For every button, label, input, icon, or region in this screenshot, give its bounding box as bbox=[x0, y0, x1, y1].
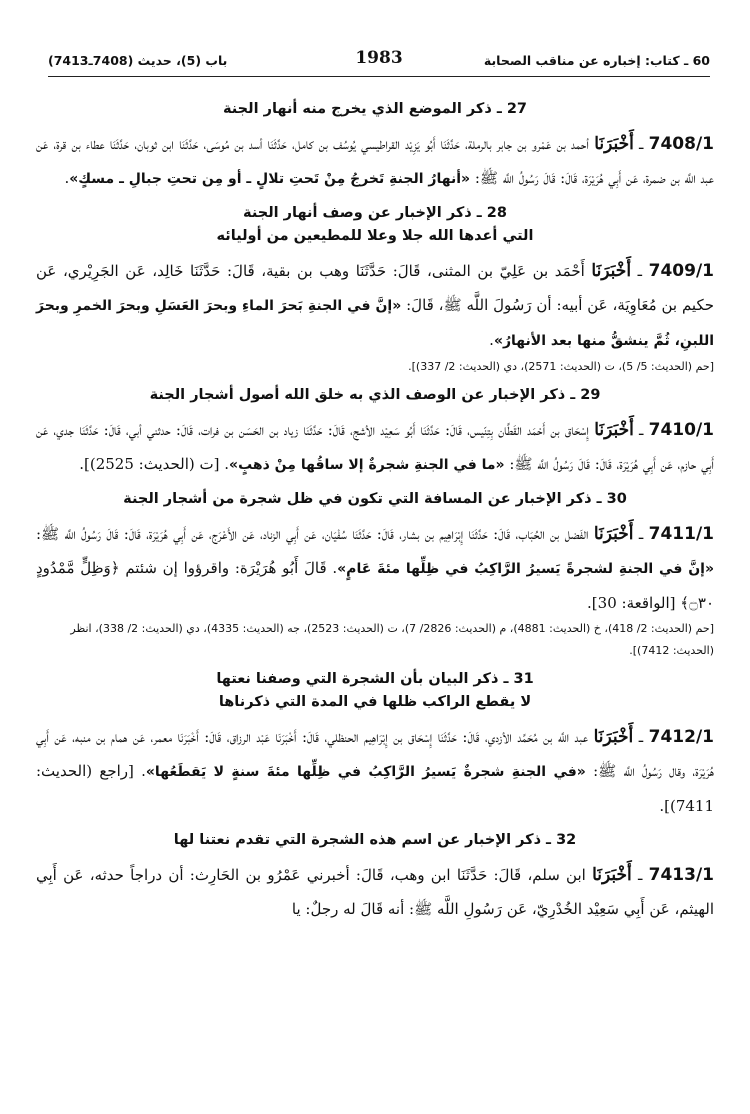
hadith-paragraph: 7412/1 ـ أَخْبَرَنَا عبد اللَّه بن مُحَمَّد الأزدي، قَالَ: حَدَّثَنَا إِسْحَاق بن إِبْرَاهِيم الحنظلي، قَالَ: أَخْبَرَنَا عَبْد الرزاق، قَالَ: أَخْبَرَنَا معمر، عَن همام بن منبه، عَن أَبِي هُرَيْرَة، وقال رَسُولُ اللَّه ﷺ: «في الجنةِ شجرةٌ يَسيرُ الرَّاكِبُ في ظِلِّها مئةَ سنةٍ لا يَقطَعُها». [راجع (الحديث: 7411)]. bbox=[36, 727, 714, 815]
hadith-paragraph: 7410/1 ـ أَخْبَرَنَا إِسْحَاق بن أَحْمَد القَطَّان بِتِنّيس، قَالَ: حَدَّثَنَا أَبُو سَعِيْد الأشج، قَالَ: حَدَّثَنَا زياد بن الحَسَن بن فرات، قَالَ: حدثني أبي، قَالَ: حَدَّثَنَا جدي، عَن أَبِي حازم، عَن أَبِي هُرَيْرَة، قَالَ: قَالَ رَسُولُ اللَّه ﷺ: «ما في الجنةِ شجرةٌ إلا ساقُها مِنْ ذهبٍ». [ت (الحديث: 2525)]. bbox=[36, 420, 714, 473]
hadith-paragraph: 7408/1 ـ أَخْبَرَنَا أحمد بن عَمْرو بن جابر بالرملة، حَدَّثَنَا أَبُو يَزِيْد القراطيسي يُوسُف بن كامل، حَدَّثَنَا أسد بن مُوسَى، حَدَّثَنَا ابن ثوبان، حَدَّثَنَا عطاء بن قرة، عَن عبد اللَّه بن ضمرة، عَن أَبِي هُرَيْرَة، قَالَ: قَالَ رَسُولُ اللَّه ﷺ: «أنهارُ الجنةِ تَخرجُ مِنْ تَحتِ تلالٍ ـ أو مِن تحتِ جبالِ ـ مسكٍ». bbox=[36, 134, 714, 187]
akhbarana-word: أَخْبَرَنَا bbox=[592, 865, 632, 885]
akhbarana-word: أَخْبَرَنَا bbox=[594, 420, 634, 440]
hadith-number: 7413/1 bbox=[648, 865, 714, 885]
hadith-matn: «في الجنةِ شجرةٌ يَسيرُ الرَّاكِبُ في ظِلِّها مئةَ سنةٍ لا يَقطَعُها» bbox=[145, 764, 586, 780]
section-heading: 30 ـ ذكر الإخبار عن المسافة التي تكون في ظل شجرة من أشجار الجنة bbox=[123, 491, 627, 507]
hadith-paragraph: 7409/1 ـ أَخْبَرَنَا أَحْمَد بن عَلِيّ بن المثنى، قَالَ: حَدَّثَنَا وهب بن بقية، قَالَ: حَدَّثَنَا خَالِد، عَن الجَرِيْري، عَن حكيم بن مُعَاوِيَة، عَن أبيه: أن رَسُولَ اللَّه ﷺ، قَالَ: «إنَّ في الجنةِ بَحرَ الماءِ وبحرَ العَسَلِ وبحرَ الخمرِ وبحرَ اللبنِ، ثُمَّ ينشقُّ منها بعد الأنهارُ». bbox=[36, 261, 715, 349]
hadith-isnad: أحمد بن عَمْرو بن جابر بالرملة، حَدَّثَنَا أَبُو يَزِيْد القراطيسي يُوسُف بن كامل، حَدَّثَنَا أسد بن مُوسَى، حَدَّثَنَا ابن ثوبان، حَدَّثَنَا عطاء بن قرة، عَن عبد اللَّه بن ضمرة، عَن أَبِي هُرَيْرَة، قَالَ: قَالَ رَسُولُ اللَّه ﷺ: bbox=[36, 135, 714, 187]
hadith-number: 7408/1 bbox=[648, 134, 714, 154]
hadith-number: 7411/1 bbox=[648, 524, 714, 544]
section-subheading: التي أعدها الله جلا وعلا للمطيعين من أوليائه bbox=[216, 228, 534, 244]
section-heading: 29 ـ ذكر الإخبار عن الوصف الذي به خلق الله أصول أشجار الجنة bbox=[149, 387, 601, 403]
hadith-number: 7412/1 bbox=[648, 727, 714, 747]
section-heading-line: 28 ـ ذكر الإخبار عن وصف أنهار الجنة bbox=[243, 205, 507, 221]
hadith-isnad: أَحْمَد بن عَلِيّ بن المثنى، قَالَ: حَدَّثَنَا وهب بن بقية، قَالَ: حَدَّثَنَا خَالِد، عَن الجَرِيْري، عَن حكيم بن مُعَاوِيَة، عَن أبيه: أن رَسُولَ اللَّه ﷺ، قَالَ: bbox=[36, 262, 715, 314]
section-subheading: لا يقطع الراكب ظلها في المدة التي ذكرناها bbox=[218, 694, 532, 710]
hadith-matn: «أنهارُ الجنةِ تَخرجُ مِنْ تَحتِ تلالٍ ـ أو مِن تحتِ جبالِ ـ مسكٍ» bbox=[69, 171, 471, 187]
hadith-number: 7410/1 bbox=[648, 420, 714, 440]
hadith-tail: . bbox=[64, 169, 70, 187]
takhrij-reference: [حم (الحديث: 2/ 418)، خ (الحديث: 4881)، م (الحديث: 2826/ 7)، ت (الحديث: 2523)، جه (الحديث: 4335)، دي (الحديث: 2/ 338)، انظر (الحديث: 7412)]. bbox=[70, 622, 714, 657]
section-heading: 32 ـ ذكر الإخبار عن اسم هذه الشجرة التي تقدم نعتنا لها bbox=[173, 832, 577, 848]
hadith-paragraph: 7411/1 ـ أَخْبَرَنَا الفَضل بن الحُبَاب، قَالَ: حَدَّثَنَا إِبْرَاهِيم بن بشار، قَالَ: حَدَّثَنَا سُفْيَان، عَن أَبِي الزناد، عَن الأَعْرَج، عَن أَبِي هُرَيْرَة، قَالَ: قَالَ رَسُولُ اللَّه ﷺ: «إنَّ في الجنةِ لشجرةً يَسيرُ الرَّاكِبُ في ظِلِّها مئةَ عَامٍ». قَالَ أَبُو هُرَيْرَة: واقرؤوا إن شئتم ﴿وَظِلٍّ مَّمْدُودٍ ۝٣٠﴾ [الواقعة: 30]. bbox=[36, 524, 715, 612]
section-heading bbox=[36, 202, 714, 248]
hadith-isnad: عبد اللَّه بن مُحَمَّد الأزدي، قَالَ: حَدَّثَنَا إِسْحَاق بن إِبْرَاهِيم الحنظلي، قَالَ: أَخْبَرَنَا عَبْد الرزاق، قَالَ: أَخْبَرَنَا معمر، عَن همام بن منبه، عَن أَبِي هُرَيْرَة، وقال رَسُولُ اللَّه ﷺ: bbox=[36, 728, 714, 780]
hadith-paragraph: 7413/1 ـ أَخْبَرَنَا ابن سلم، قَالَ: حَدَّثَنَا ابن وهب، قَالَ: أخبرني عَمْرُو بن الحَارِث: أن دراجاً حدثه، عَن أَبِي الهيثم، عَن أَبِي سَعِيْد الخُدْرِيّ، عَن رَسُولِ اللَّه ﷺ: أنه قَالَ له رجلٌ: يا bbox=[36, 865, 714, 918]
section-range: باب (5)، حديث (7408ـ7413) bbox=[48, 53, 228, 68]
akhbarana-word: أَخْبَرَنَا bbox=[593, 727, 634, 747]
chapter-title: 60 ـ كتاب: إخباره عن مناقب الصحابة bbox=[483, 53, 710, 68]
running-header bbox=[48, 48, 710, 77]
section-heading: 27 ـ ذكر الموضع الذي يخرج منه أنهار الجنة bbox=[222, 101, 528, 117]
hadith-tail: . [راجع (الحديث: 7411)]. bbox=[36, 762, 714, 815]
hadith-isnad: ابن سلم، قَالَ: حَدَّثَنَا ابن وهب، قَالَ: أخبرني عَمْرُو بن الحَارِث: أن دراجاً حدثه، عَن أَبِي الهيثم، عَن أَبِي سَعِيْد الخُدْرِيّ، عَن رَسُولِ اللَّه ﷺ: أنه قَالَ له رجلٌ: يا bbox=[36, 866, 714, 918]
takhrij-reference: [حم (الحديث: 5/ 5)، ت (الحديث: 2571)، دي (الحديث: 2/ 337)]. bbox=[408, 360, 714, 373]
akhbarana-word: أَخْبَرَنَا bbox=[594, 134, 634, 154]
hadith-matn: «إنَّ في الجنةِ لشجرةً يَسيرُ الرَّاكِبُ في ظِلِّها مئةَ عَامٍ» bbox=[337, 561, 715, 577]
hadith-number: 7409/1 bbox=[648, 261, 714, 281]
hadith-matn: «ما في الجنةِ شجرةٌ إلا ساقُها مِنْ ذهبٍ» bbox=[229, 457, 505, 473]
hadith-isnad: الفَضل بن الحُبَاب، قَالَ: حَدَّثَنَا إِبْرَاهِيم بن بشار، قَالَ: حَدَّثَنَا سُفْيَان، عَن أَبِي الزناد، عَن الأَعْرَج، عَن أَبِي هُرَيْرَة، قَالَ: قَالَ رَسُولُ اللَّه ﷺ: bbox=[36, 525, 594, 543]
section-heading-line: 31 ـ ذكر البيان بأن الشجرة التي وصفنا نعتها bbox=[216, 671, 534, 687]
section-heading bbox=[36, 668, 714, 714]
hadith-matn: «إنَّ في الجنةِ بَحرَ الماءِ وبحرَ العَسَلِ وبحرَ الخمرِ وبحرَ اللبنِ، ثُمَّ ينشقُّ منها بعد الأنهارُ» bbox=[36, 298, 714, 349]
hadith-tail: . [ت (الحديث: 2525)]. bbox=[79, 455, 230, 473]
akhbarana-word: أَخْبَرَنَا bbox=[593, 524, 634, 544]
hadith-isnad: إِسْحَاق بن أَحْمَد القَطَّان بِتِنّيس، قَالَ: حَدَّثَنَا أَبُو سَعِيْد الأشج، قَالَ: حَدَّثَنَا زياد بن الحَسَن بن فرات، قَالَ: حدثني أبي، قَالَ: حَدَّثَنَا جدي، عَن أَبِي حازم، عَن أَبِي هُرَيْرَة، قَالَ: قَالَ رَسُولُ اللَّه ﷺ: bbox=[36, 421, 714, 473]
akhbarana-word: أَخْبَرَنَا bbox=[591, 261, 632, 281]
hadith-tail: . قَالَ أَبُو هُرَيْرَة: واقرؤوا إن شئتم ﴿وَظِلٍّ مَّمْدُودٍ ۝٣٠﴾ [الواقعة: 30]. bbox=[36, 559, 714, 612]
page-number: 1983 bbox=[355, 48, 403, 68]
page-body bbox=[36, 92, 714, 926]
hadith-tail: . bbox=[489, 331, 494, 349]
